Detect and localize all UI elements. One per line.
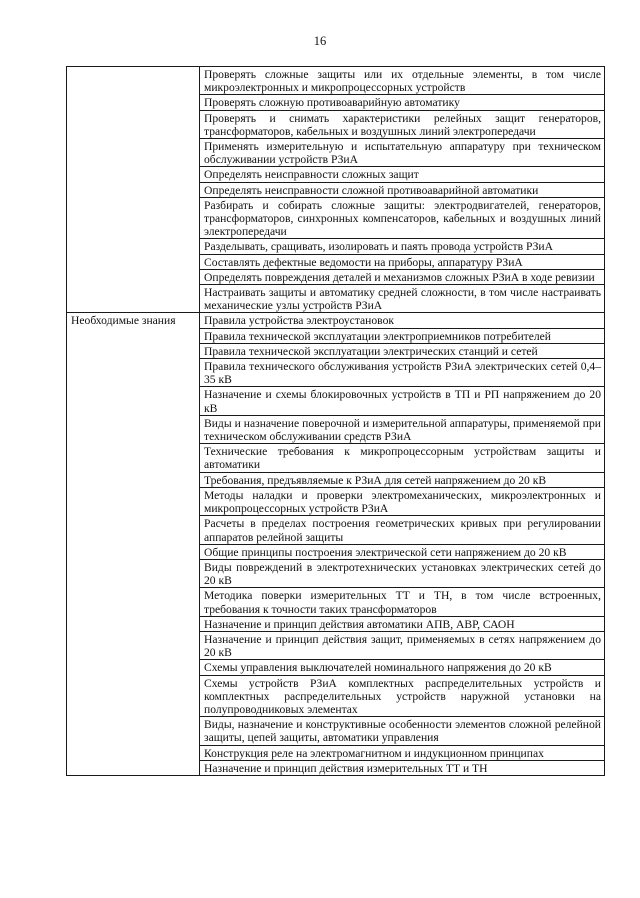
skill-item: Определять неисправности сложной противоаварийной автоматики (200, 182, 605, 197)
skill-item: Составлять дефектные ведомости на приборы, аппаратуру РЗиА (200, 254, 605, 269)
knowledge-item: Назначение и принцип действия автоматики АПВ, АВР, САОН (200, 616, 605, 631)
knowledge-item: Виды повреждений в электротехнических установках электрических сетей до 20 кВ (200, 559, 605, 587)
requirements-table (66, 66, 605, 776)
knowledge-item: Виды и назначение поверочной и измерительной аппаратуры, применяемой при техническом обслуживании средств РЗиА (200, 415, 605, 443)
knowledge-item: Методика поверки измерительных ТТ и ТН, в том числе встроенных, требования к точности таких трансформаторов (200, 588, 605, 616)
knowledge-item: Назначение и принцип действия измерительных ТТ и ТН (200, 760, 605, 775)
page-number: 16 (313, 34, 327, 48)
knowledge-item: Конструкция реле на электромагнитном и индукционном принципах (200, 745, 605, 760)
knowledge-item: Схемы управления выключателей номинального напряжения до 20 кВ (200, 660, 605, 675)
skill-item: Применять измерительную и испытательную аппаратуру при техническом обслуживании устройств РЗиА (200, 139, 605, 167)
table-row (67, 313, 605, 328)
skills-label-cell (67, 67, 200, 313)
skill-item: Определять повреждения деталей и механизмов сложных РЗиА в ходе ревизии (200, 269, 605, 284)
knowledge-item: Методы наладки и проверки электромеханических, микроэлектронных и микропроцессорных устройств РЗиА (200, 487, 605, 515)
knowledge-item: Правила технического обслуживания устройств РЗиА электрических сетей 0,4–35 кВ (200, 359, 605, 387)
table-row (67, 67, 605, 95)
knowledge-item: Расчеты в пределах построения геометрических кривых при регулировании аппаратов релейной защиты (200, 516, 605, 544)
skill-item: Разбирать и собирать сложные защиты: электродвигателей, генераторов, трансформаторов, синхронных компенсаторов, кабельных и воздушных линий электропередачи (200, 197, 605, 239)
skill-item: Разделывать, сращивать, изолировать и паять провода устройств РЗиА (200, 239, 605, 254)
knowledge-item: Назначение и принцип действия защит, применяемых в сетях напряжением до 20 кВ (200, 631, 605, 659)
knowledge-item: Требования, предъявляемые к РЗиА для сетей напряжением до 20 кВ (200, 472, 605, 487)
knowledge-item: Виды, назначение и конструктивные особенности элементов сложной релейной защиты, цепей защиты, автоматики управления (200, 717, 605, 745)
skill-item: Проверять сложную противоаварийную автоматику (200, 95, 605, 110)
knowledge-item: Технические требования к микропроцессорным устройствам защиты и автоматики (200, 444, 605, 472)
knowledge-item: Правила технической эксплуатации электрических станций и сетей (200, 343, 605, 358)
skill-item: Проверять и снимать характеристики релейных защит генераторов, трансформаторов, кабельных и воздушных линий электропередачи (200, 110, 605, 138)
skill-item: Определять неисправности сложных защит (200, 167, 605, 182)
knowledge-item: Правила технической эксплуатации электроприемников потребителей (200, 328, 605, 343)
skill-item: Настраивать защиты и автоматику средней сложности, в том числе настраивать механические узлы устройств РЗиА (200, 285, 605, 313)
knowledge-item: Правила устройства электроустановок (200, 313, 605, 328)
knowledge-label: Необходимые знания (67, 313, 200, 776)
skill-item: Проверять сложные защиты или их отдельные элементы, в том числе микроэлектронных и микропроцессорных устройств (200, 67, 605, 95)
knowledge-item: Общие принципы построения электрической сети напряжением до 20 кВ (200, 544, 605, 559)
knowledge-item: Назначение и схемы блокировочных устройств в ТП и РП напряжением до 20 кВ (200, 387, 605, 415)
knowledge-item: Схемы устройств РЗиА комплектных распределительных устройств и комплектных распределительных устройств наружной установки на полупроводниковых элементах (200, 675, 605, 717)
